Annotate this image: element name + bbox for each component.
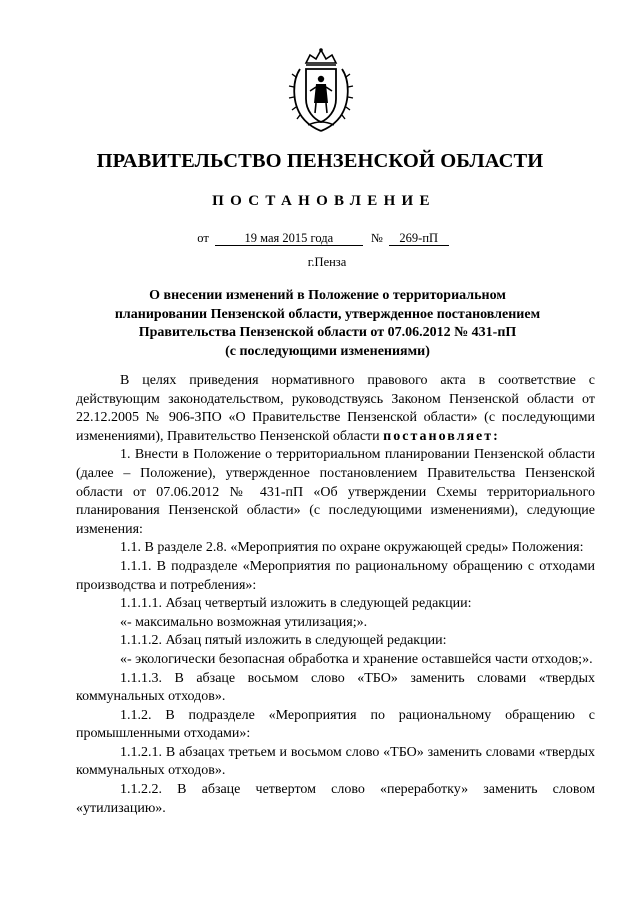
- document-number: 269-пП: [389, 231, 449, 246]
- paragraph: 1.1.2.2. В абзаце четвертом слово «переработку» заменить словом «утилизацию».: [76, 782, 595, 816]
- paragraph: 1.1.2. В подразделе «Мероприятия по рациональному обращению с промышленными отходами»:: [76, 707, 595, 742]
- paragraph: «- максимально возможная утилизация;».: [120, 614, 368, 630]
- paragraph: 1.1.2.1. В абзацах третьем и восьмом слово «ТБО» заменить словами «твердых коммунальных отходов».: [76, 744, 595, 779]
- document-date: 19 мая 2015 года: [215, 231, 363, 246]
- intro-text: В целях приведения нормативного правового акта в соответствие с действующим законодательством, руководствуясь Законом Пензенской области от 22.12.2005 № 906-ЗПО «О Правительстве Пензенской области» (с последующими изменениями), Правительство Пензенской области: [76, 373, 595, 444]
- date-prefix: от: [197, 231, 209, 245]
- date-number-line: [0, 231, 640, 246]
- paragraph: 1. Внести в Положение о территориальном планировании Пензенской области (далее – Положение), утвержденное постановлением Правительства Пензенской области от 07.06.2012 № 431-пП «Об утверждении Схемы территориального планирования Пензенской области» (с последующими изменениями), следующие изменения:: [76, 447, 595, 537]
- paragraph: 1.1. В разделе 2.8. «Мероприятия по охране окружающей среды» Положения:: [120, 540, 584, 556]
- heading-line: Правительства Пензенской области от 07.06.2012 № 431-пП: [138, 325, 517, 341]
- coat-of-arms-icon: [286, 47, 356, 133]
- paragraph: 1.1.1.3. В абзаце восьмом слово «ТБО» заменить словами «твердых коммунальных отходов».: [76, 670, 595, 705]
- government-title: ПРАВИТЕЛЬСТВО ПЕНЗЕНСКОЙ ОБЛАСТИ: [96, 150, 544, 172]
- decree-word: постановляет:: [383, 428, 500, 444]
- document-type: ПОСТАНОВЛЕНИЕ: [212, 193, 436, 209]
- intro-paragraph: [76, 372, 595, 446]
- heading-line: планировании Пензенской области, утвержденное постановлением: [114, 306, 541, 322]
- paragraph: «- экологически безопасная обработка и хранение оставшейся части отходов;».: [120, 651, 593, 667]
- city: г.Пенза: [307, 255, 347, 269]
- document-body: [76, 372, 595, 818]
- paragraph: 1.1.1. В подразделе «Мероприятия по рациональному обращению с отходами производства и потребления»:: [76, 558, 595, 593]
- number-sign: №: [370, 231, 383, 245]
- paragraph: 1.1.1.1. Абзац четвертый изложить в следующей редакции:: [120, 596, 472, 612]
- document-heading: [100, 287, 555, 361]
- heading-line: О внесении изменений в Положение о территориальном: [149, 288, 506, 303]
- paragraph: 1.1.1.2. Абзац пятый изложить в следующей редакции:: [120, 633, 447, 649]
- heading-line: (с последующими изменениями): [225, 343, 430, 359]
